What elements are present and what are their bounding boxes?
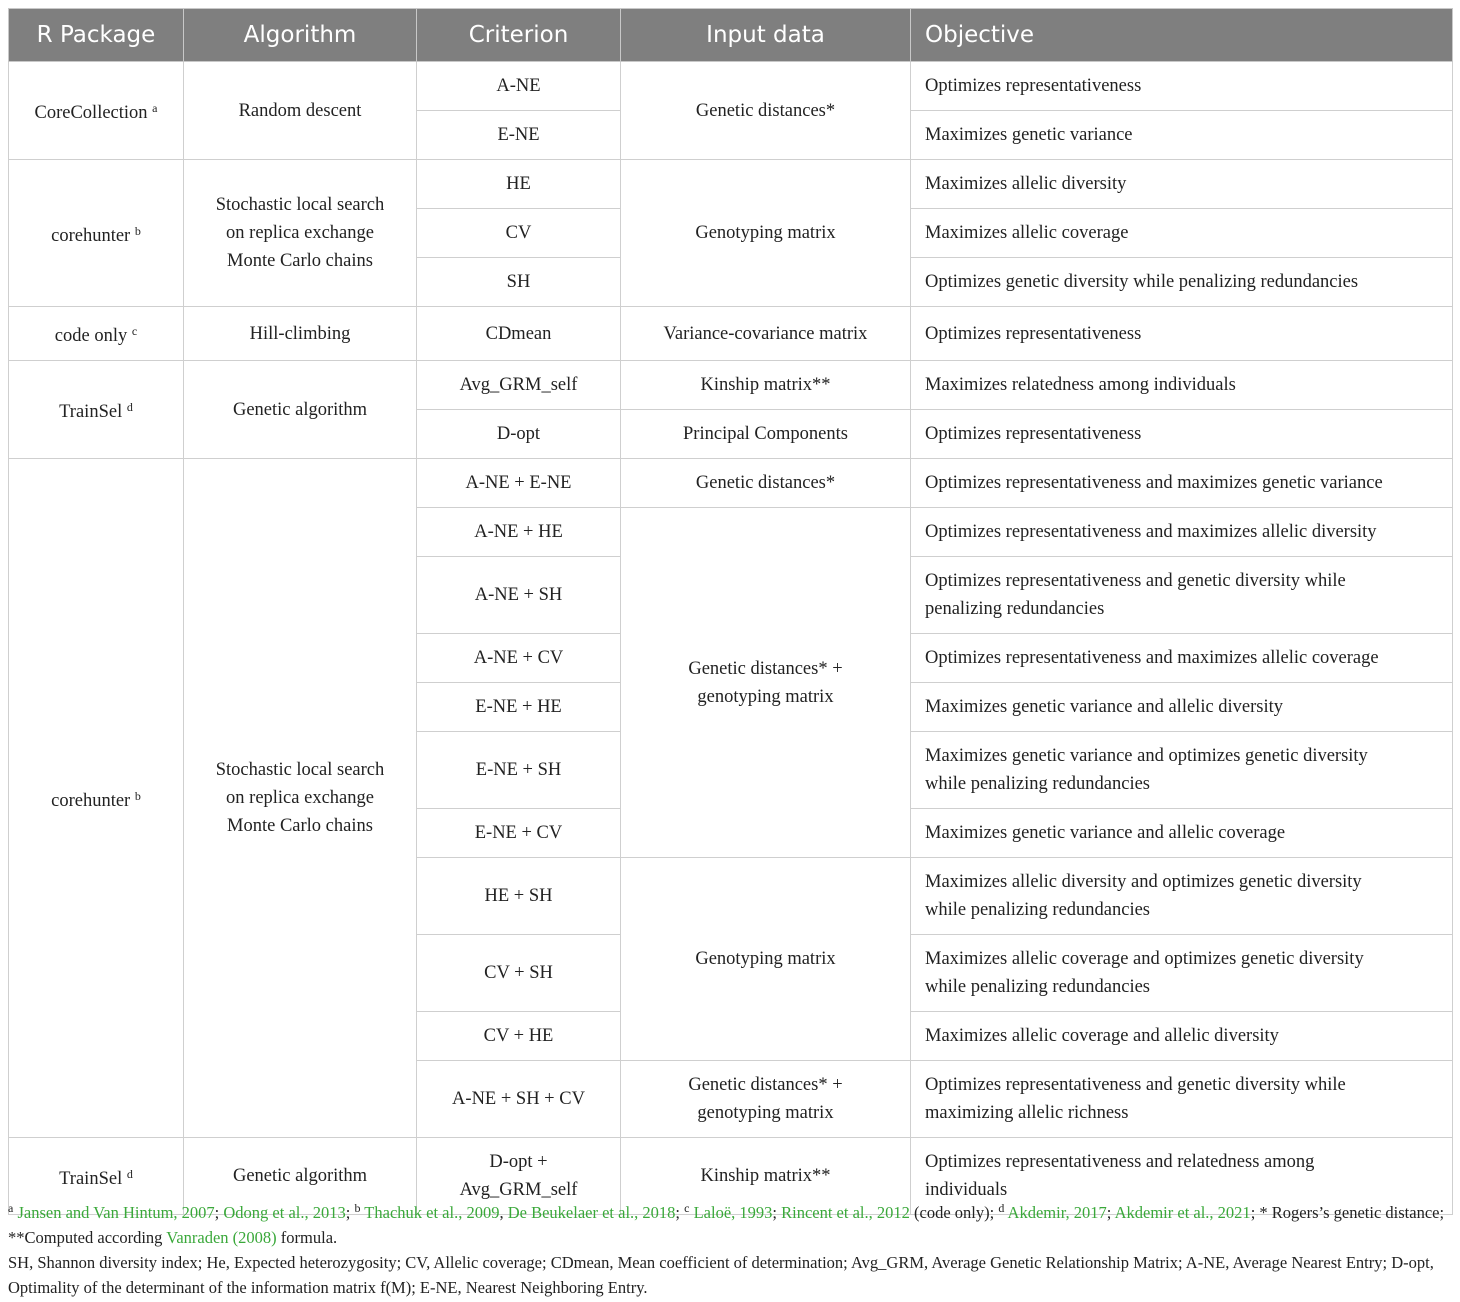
objective-cell: Optimizes representativeness (911, 307, 1453, 361)
input-data-cell: Kinship matrix** (621, 361, 911, 410)
objective-cell: Optimizes representativeness and maximizes allelic coverage (911, 634, 1453, 683)
header-r-package: R Package (9, 9, 184, 62)
footnote-marker: c (131, 324, 138, 338)
package-cell (9, 160, 184, 307)
input-data-cell: Principal Components (621, 410, 911, 459)
footnote-text: ; (345, 1203, 355, 1222)
header-input-data: Input data (621, 9, 911, 62)
footnote-marker: b (354, 1201, 361, 1215)
footnote-marker: a (152, 101, 158, 115)
objective-cell: Optimizes representativeness and maximizes genetic variance (911, 459, 1453, 508)
package-cell (9, 361, 184, 459)
input-data-cell: Genetic distances* + genotyping matrix (621, 1061, 911, 1138)
criterion-cell: E-NE (417, 111, 621, 160)
algorithm-cell: Genetic algorithm (184, 1138, 417, 1215)
reference-link[interactable]: Odong et al., 2013 (223, 1203, 346, 1222)
criterion-cell: E-NE + HE (417, 683, 621, 732)
footnote-text: ; (675, 1203, 685, 1222)
criterion-cell: A-NE + SH + CV (417, 1061, 621, 1138)
package-name: code only (54, 326, 128, 346)
package-name: corehunter (51, 790, 131, 811)
criterion-cell: SH (417, 258, 621, 307)
footnote-marker: c (684, 1201, 690, 1215)
footnote-marker: b (134, 223, 141, 238)
algorithm-cell: Genetic algorithm (184, 361, 417, 459)
methods-table (8, 8, 1453, 1215)
objective-cell: Maximizes allelic diversity (911, 160, 1453, 209)
footnote-abbreviations: SH, Shannon diversity index; He, Expected heterozygosity; CV, Allelic coverage; CDmean, Mean coefficient of determination; Avg_GRM, Average Genetic Relationship Matrix; A-NE, Average Nearest Entry; D-opt, Optimality of the determinant of the information matrix f(M); E-NE, Nearest Neighboring Entry. (8, 1253, 1434, 1297)
criterion-cell: CV + SH (417, 935, 621, 1012)
objective-cell: Maximizes genetic variance and allelic coverage (911, 809, 1453, 858)
algorithm-cell: Hill-climbing (184, 307, 417, 361)
footnote-text: , (499, 1203, 508, 1222)
footnote-marker: b (134, 788, 141, 803)
footnote-text: formula. (276, 1228, 338, 1247)
reference-link[interactable]: De Beukelaer et al., 2018 (507, 1203, 676, 1222)
table-footnotes (8, 1196, 1456, 1300)
objective-cell: Optimizes representativeness and genetic diversity while penalizing redundancies (911, 557, 1453, 634)
criterion-cell: HE (417, 160, 621, 209)
table-row (9, 307, 1453, 361)
table-row (9, 62, 1453, 111)
input-data-cell: Genetic distances* (621, 62, 911, 160)
objective-cell: Maximizes genetic variance and allelic diversity (911, 683, 1453, 732)
algorithm-cell: Random descent (184, 62, 417, 160)
footnote-text: (code only); (909, 1203, 999, 1222)
objective-cell: Optimizes representativeness (911, 62, 1453, 111)
package-name: TrainSel (59, 1168, 123, 1189)
package-cell (9, 459, 184, 1138)
criterion-cell: CV + HE (417, 1012, 621, 1061)
package-cell (9, 62, 184, 160)
footnote-marker: d (126, 1166, 133, 1181)
criterion-cell: A-NE + CV (417, 634, 621, 683)
algorithm-cell: Stochastic local search on replica exchange Monte Carlo chains (184, 459, 417, 1138)
footnote-text: ; * Rogers’s genetic distance; **Computed according (8, 1203, 1445, 1247)
input-data-cell: Genetic distances* + genotyping matrix (621, 508, 911, 858)
reference-link[interactable]: Akdemir et al., 2021 (1114, 1203, 1251, 1222)
input-data-cell: Variance-covariance matrix (621, 307, 911, 361)
criterion-cell: A-NE (417, 62, 621, 111)
objective-cell: Maximizes relatedness among individuals (911, 361, 1453, 410)
objective-cell: Maximizes allelic diversity and optimizes genetic diversity while penalizing redundancies (911, 858, 1453, 935)
objective-cell: Optimizes representativeness and maximizes allelic diversity (911, 508, 1453, 557)
reference-link[interactable]: Thachuk et al., 2009 (364, 1203, 500, 1222)
objective-cell: Maximizes genetic variance (911, 111, 1453, 160)
reference-link[interactable]: Rincent et al., 2012 (781, 1203, 910, 1222)
header-row (9, 9, 1453, 62)
input-data-cell: Genetic distances* (621, 459, 911, 508)
table-row (9, 361, 1453, 410)
criterion-cell: A-NE + HE (417, 508, 621, 557)
footnote-text: ; (772, 1203, 782, 1222)
criterion-cell: A-NE + E-NE (417, 459, 621, 508)
objective-cell: Maximizes allelic coverage and allelic diversity (911, 1012, 1453, 1061)
footnote-text: ; (1106, 1203, 1115, 1222)
input-data-cell: Kinship matrix** (621, 1138, 911, 1215)
table-row (9, 459, 1453, 508)
header-criterion: Criterion (417, 9, 621, 62)
input-data-cell: Genotyping matrix (621, 858, 911, 1061)
criterion-cell: CV (417, 209, 621, 258)
objective-cell: Optimizes representativeness and genetic diversity while maximizing allelic richness (911, 1061, 1453, 1138)
footnote-marker: a (8, 1201, 14, 1215)
objective-cell: Optimizes representativeness (911, 410, 1453, 459)
footnote-marker: d (998, 1201, 1005, 1215)
objective-cell: Optimizes genetic diversity while penalizing redundancies (911, 258, 1453, 307)
input-data-cell: Genotyping matrix (621, 160, 911, 307)
package-name: CoreCollection (34, 103, 148, 123)
reference-link[interactable]: Vanraden (2008) (166, 1228, 277, 1247)
reference-link[interactable]: Jansen and Van Hintum, 2007 (17, 1203, 215, 1222)
objective-cell: Optimizes representativeness and relatedness among individuals (911, 1138, 1453, 1215)
criterion-cell: D-opt + Avg_GRM_self (417, 1138, 621, 1215)
criterion-cell: E-NE + CV (417, 809, 621, 858)
footnote-marker: d (126, 400, 133, 414)
header-algorithm: Algorithm (184, 9, 417, 62)
reference-link[interactable]: Laloë, 1993 (693, 1203, 773, 1222)
header-objective: Objective (911, 9, 1453, 62)
footnote-text: ; (214, 1203, 224, 1222)
table-row (9, 160, 1453, 209)
objective-cell: Maximizes allelic coverage (911, 209, 1453, 258)
package-name: TrainSel (59, 402, 123, 422)
package-name: corehunter (51, 225, 131, 246)
criterion-cell: Avg_GRM_self (417, 361, 621, 410)
criterion-cell: HE + SH (417, 858, 621, 935)
package-cell (9, 307, 184, 361)
objective-cell: Maximizes allelic coverage and optimizes genetic diversity while penalizing redundancies (911, 935, 1453, 1012)
reference-link[interactable]: Akdemir, 2017 (1007, 1203, 1107, 1222)
algorithm-cell: Stochastic local search on replica exchange Monte Carlo chains (184, 160, 417, 307)
criterion-cell: D-opt (417, 410, 621, 459)
criterion-cell: E-NE + SH (417, 732, 621, 809)
criterion-cell: A-NE + SH (417, 557, 621, 634)
criterion-cell: CDmean (417, 307, 621, 361)
objective-cell: Maximizes genetic variance and optimizes genetic diversity while penalizing redundancies (911, 732, 1453, 809)
footnote-references (8, 1196, 1456, 1250)
